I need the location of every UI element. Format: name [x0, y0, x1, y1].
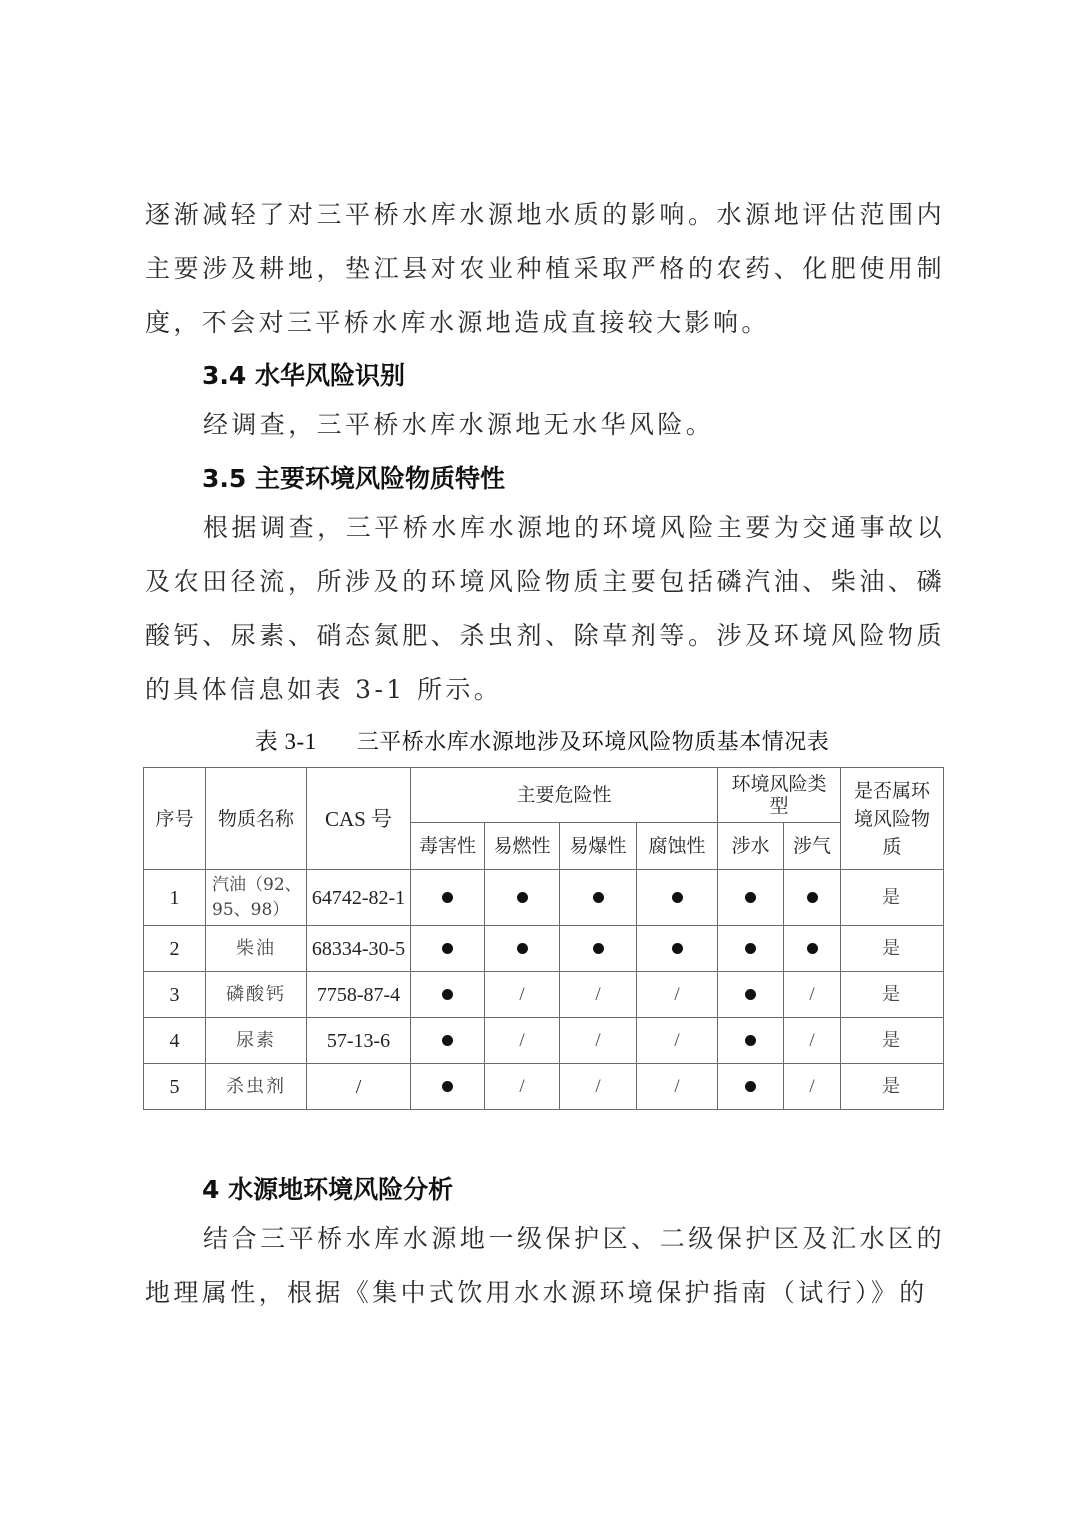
not-applicable-mark: /	[809, 1030, 815, 1051]
paragraph-risk-substances: 根据调查，三平桥水库水源地的环境风险主要为交通事故以及农田径流，所涉及的环境风险物质主要包括磷汽油、柴油、磷酸钙、尿素、硝态氮肥、杀虫剂、除草剂等。涉及环境风险物质的具体信息如表 3-1 所示。	[145, 513, 945, 704]
cell-water	[718, 870, 784, 926]
cell-explosive	[560, 926, 637, 972]
heading-3-5: 3.5 主要环境风险物质特性	[202, 464, 505, 493]
filled-dot-icon	[745, 943, 756, 954]
cell-water	[718, 1018, 784, 1064]
filled-dot-icon	[745, 1081, 756, 1092]
risk-substance-table	[143, 767, 944, 1110]
cell-flammable	[485, 1018, 560, 1064]
cell-explosive	[560, 972, 637, 1018]
cell-air	[784, 926, 841, 972]
not-applicable-mark: /	[674, 984, 680, 1005]
table-row	[144, 972, 944, 1018]
filled-dot-icon	[442, 943, 453, 954]
cell-flammable	[485, 926, 560, 972]
cell-water	[718, 926, 784, 972]
cell-toxic	[411, 870, 485, 926]
cell-cas: 7758-87-4	[307, 972, 411, 1018]
paragraph-algal-bloom: 经调查，三平桥水库水源地无水华风险。	[203, 410, 715, 439]
not-applicable-mark: /	[674, 1076, 680, 1097]
cell-explosive	[560, 1018, 637, 1064]
table-body	[144, 870, 944, 1110]
table-caption	[0, 723, 1074, 756]
filled-dot-icon	[517, 892, 528, 903]
cell-explosive	[560, 1064, 637, 1110]
header-corrosive: 腐蚀性	[637, 823, 718, 870]
cell-cas: 57-13-6	[307, 1018, 411, 1064]
cell-explosive	[560, 870, 637, 926]
cell-corrosive	[637, 1018, 718, 1064]
cell-flammable	[485, 870, 560, 926]
cell-flammable	[485, 1064, 560, 1110]
cell-is-risk: 是	[841, 926, 944, 972]
cell-cas: 64742-82-1	[307, 870, 411, 926]
heading-3-4: 3.4 水华风险识别	[202, 361, 405, 390]
cell-toxic	[411, 1064, 485, 1110]
cell-name: 磷酸钙	[206, 972, 307, 1018]
cell-water	[718, 972, 784, 1018]
cell-is-risk: 是	[841, 972, 944, 1018]
filled-dot-icon	[442, 989, 453, 1000]
cell-name: 汽油（92、95、98）	[206, 870, 307, 926]
not-applicable-mark: /	[519, 1076, 525, 1097]
cell-seq: 1	[144, 870, 206, 926]
cell-air	[784, 1064, 841, 1110]
not-applicable-mark: /	[809, 1076, 815, 1097]
cell-seq: 4	[144, 1018, 206, 1064]
cell-cas: /	[307, 1064, 411, 1110]
filled-dot-icon	[672, 943, 683, 954]
cell-is-risk: 是	[841, 1064, 944, 1110]
not-applicable-mark: /	[519, 984, 525, 1005]
filled-dot-icon	[807, 892, 818, 903]
filled-dot-icon	[745, 1035, 756, 1046]
header-risk-type-group: 环境风险类型	[718, 768, 841, 823]
table-row	[144, 1018, 944, 1064]
cell-toxic	[411, 926, 485, 972]
header-water: 涉水	[718, 823, 784, 870]
paragraph-analysis: 结合三平桥水库水源地一级保护区、二级保护区及汇水区的地理属性，根据《集中式饮用水水源环境保护指南（试行）》的	[145, 1224, 945, 1307]
cell-name: 尿素	[206, 1018, 307, 1064]
cell-is-risk: 是	[841, 870, 944, 926]
not-applicable-mark: /	[595, 1030, 601, 1051]
filled-dot-icon	[442, 1081, 453, 1092]
filled-dot-icon	[807, 943, 818, 954]
filled-dot-icon	[745, 892, 756, 903]
cell-toxic	[411, 1018, 485, 1064]
not-applicable-mark: /	[674, 1030, 680, 1051]
filled-dot-icon	[442, 892, 453, 903]
filled-dot-icon	[593, 892, 604, 903]
heading-4: 4 水源地环境风险分析	[202, 1175, 454, 1204]
cell-air	[784, 870, 841, 926]
cell-seq: 2	[144, 926, 206, 972]
header-seq: 序号	[144, 768, 206, 870]
header-cas: CAS 号	[307, 768, 411, 870]
cell-is-risk: 是	[841, 1018, 944, 1064]
cell-flammable	[485, 972, 560, 1018]
header-explosive: 易爆性	[560, 823, 637, 870]
not-applicable-mark: /	[519, 1030, 525, 1051]
cell-water	[718, 1064, 784, 1110]
header-is-risk: 是否属环境风险物质	[841, 768, 944, 870]
cell-name: 杀虫剂	[206, 1064, 307, 1110]
table-row	[144, 870, 944, 926]
not-applicable-mark: /	[595, 984, 601, 1005]
cell-corrosive	[637, 926, 718, 972]
header-air: 涉气	[784, 823, 841, 870]
filled-dot-icon	[593, 943, 604, 954]
header-toxic: 毒害性	[411, 823, 485, 870]
table-header-row	[144, 768, 944, 823]
header-hazard-group: 主要危险性	[411, 768, 718, 823]
cell-corrosive	[637, 1064, 718, 1110]
cell-seq: 3	[144, 972, 206, 1018]
table-caption-number: 表 3-1	[254, 729, 317, 754]
table-row	[144, 926, 944, 972]
paragraph-water-quality: 逐渐减轻了对三平桥水库水源地水质的影响。水源地评估范围内主要涉及耕地，垫江县对农业种植采取严格的农药、化肥使用制度，不会对三平桥水库水源地造成直接较大影响。	[145, 200, 945, 337]
table-caption-title: 三平桥水库水源地涉及环境风险物质基本情况表	[356, 730, 830, 755]
header-name: 物质名称	[206, 768, 307, 870]
cell-cas: 68334-30-5	[307, 926, 411, 972]
cell-seq: 5	[144, 1064, 206, 1110]
cell-name: 柴油	[206, 926, 307, 972]
header-flammable: 易燃性	[485, 823, 560, 870]
table-row	[144, 1064, 944, 1110]
filled-dot-icon	[517, 943, 528, 954]
filled-dot-icon	[672, 892, 683, 903]
filled-dot-icon	[442, 1035, 453, 1046]
not-applicable-mark: /	[809, 984, 815, 1005]
cell-air	[784, 972, 841, 1018]
cell-corrosive	[637, 870, 718, 926]
cell-toxic	[411, 972, 485, 1018]
filled-dot-icon	[745, 989, 756, 1000]
cell-air	[784, 1018, 841, 1064]
not-applicable-mark: /	[595, 1076, 601, 1097]
cell-corrosive	[637, 972, 718, 1018]
